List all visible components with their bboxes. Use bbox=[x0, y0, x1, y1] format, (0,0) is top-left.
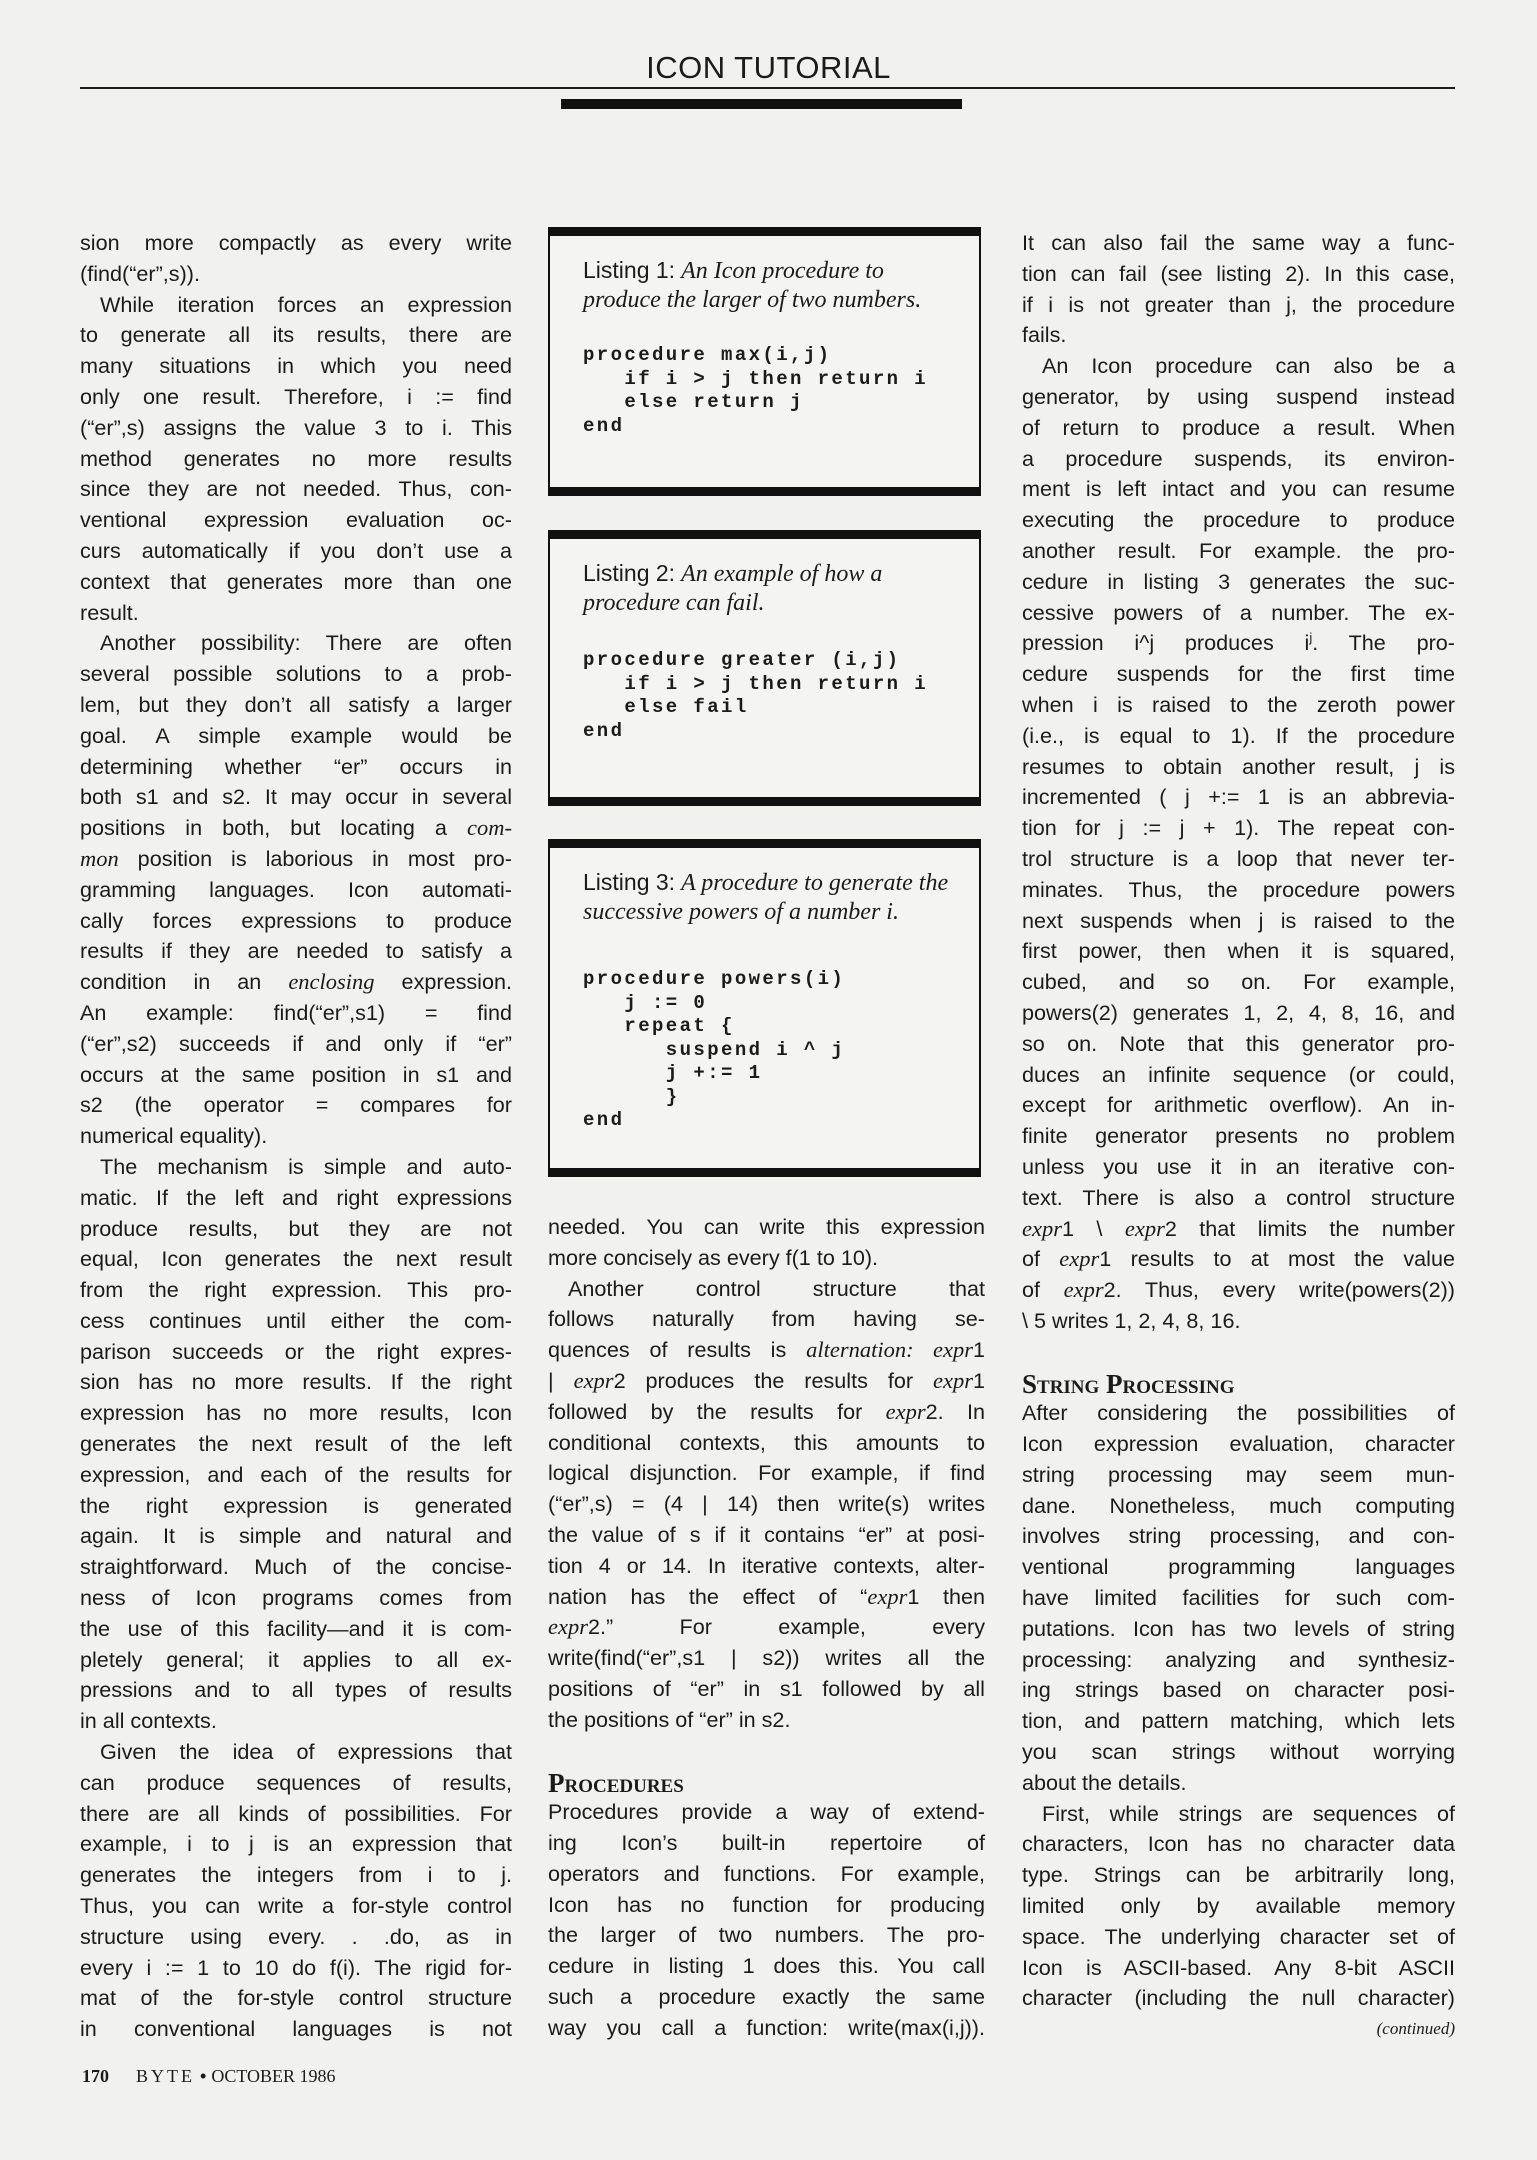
text-line: Icon is ASCII-based. Any 8-bit ASCII bbox=[1022, 1954, 1455, 1980]
column-middle bbox=[548, 1212, 985, 2044]
page-number: 170 bbox=[82, 2066, 109, 2086]
text-line: of return to produce a result. When bbox=[1022, 414, 1455, 440]
listing-3-box bbox=[548, 839, 981, 1177]
text-run: \ 5 writes 1, 2, 4, 8, 16. bbox=[1022, 1307, 1241, 1333]
column-left bbox=[80, 228, 512, 2045]
italic-run: mon bbox=[80, 845, 119, 871]
text-line: generator, by using suspend instead bbox=[1022, 383, 1455, 409]
text-line bbox=[1022, 628, 1455, 659]
blank-line bbox=[1022, 1337, 1455, 1368]
text-line: gramming languages. Icon automati- bbox=[80, 876, 512, 902]
text-line: context that generates more than one bbox=[80, 568, 512, 594]
text-line bbox=[80, 813, 512, 844]
superscript: j bbox=[1309, 630, 1313, 646]
text-line: write(find(“er”,s1 | s2)) writes all the bbox=[548, 1645, 985, 1671]
text-line: generates the next result of the left bbox=[80, 1431, 512, 1457]
text-line: ventional programming languages bbox=[1022, 1554, 1455, 1580]
issue-date: OCTOBER 1986 bbox=[211, 2066, 336, 2086]
section-heading: String Processing bbox=[1022, 1369, 1235, 1400]
listing-label: Listing 1: bbox=[583, 257, 676, 283]
text-line bbox=[80, 628, 512, 659]
text-line: (“er”,s) assigns the value 3 to i. This bbox=[80, 414, 512, 440]
text-line bbox=[80, 844, 512, 875]
italic-run: expr bbox=[1022, 1215, 1062, 1241]
text-line: again. It is simple and natural and bbox=[80, 1523, 512, 1549]
code-line: if i > j then return i bbox=[583, 672, 929, 695]
text-line: if i is not greater than j, the procedure bbox=[1022, 291, 1455, 317]
text-line bbox=[548, 1397, 985, 1428]
text-line: character (including the null character) bbox=[1022, 1985, 1455, 2011]
text-line: limited only by available memory bbox=[1022, 1893, 1455, 1919]
text-line: (“er”,s) = (4 | 14) then write(s) writes bbox=[548, 1491, 985, 1517]
text-run: The mechanism is simple and auto- bbox=[100, 1153, 512, 1179]
text-line bbox=[80, 259, 512, 290]
text-line bbox=[1022, 1799, 1455, 1830]
text-line: executing the procedure to produce bbox=[1022, 507, 1455, 533]
text-run: | bbox=[548, 1367, 574, 1393]
text-line: trol structure is a loop that never ter- bbox=[1022, 845, 1455, 871]
listing-caption bbox=[583, 559, 963, 618]
blank-line bbox=[548, 1736, 985, 1767]
code-line: j := 0 bbox=[583, 991, 708, 1014]
text-line: determining whether “er” occurs in bbox=[80, 753, 512, 779]
code-line: if i > j then return i bbox=[583, 367, 929, 390]
italic-run: expr bbox=[1063, 1277, 1104, 1303]
text-run: 2.” For example, every bbox=[587, 1614, 985, 1640]
text-run: 1 \ bbox=[1061, 1215, 1125, 1241]
text-line: mat of the for-style control structure bbox=[80, 1985, 512, 2011]
header-bar bbox=[561, 99, 962, 109]
text-line: Icon expression evaluation, character bbox=[1022, 1431, 1455, 1457]
text-line: s2 (the operator = compares for bbox=[80, 1092, 512, 1118]
text-run: of bbox=[1022, 1277, 1064, 1303]
text-line: (“er”,s2) succeeds if and only if “er” bbox=[80, 1030, 512, 1056]
text-line: minates. Thus, the procedure powers bbox=[1022, 876, 1455, 902]
text-line: so on. Note that this generator pro- bbox=[1022, 1030, 1455, 1056]
text-run: Another possibility: There are often bbox=[100, 630, 512, 656]
text-run: result. bbox=[80, 599, 139, 625]
text-line: operators and functions. For example, bbox=[548, 1860, 985, 1886]
text-line: duces an infinite sequence (or could, bbox=[1022, 1061, 1455, 1087]
text-line: way you call a function: write(max(i,j)). bbox=[548, 2014, 985, 2040]
text-line: generates the integers from i to j. bbox=[80, 1862, 512, 1888]
text-line: cedure in listing 3 generates the suc- bbox=[1022, 568, 1455, 594]
text-line bbox=[80, 1706, 512, 1737]
text-line: logical disjunction. For example, if find bbox=[548, 1460, 985, 1486]
code-line: procedure greater (i,j) bbox=[583, 649, 901, 671]
text-line: when i is raised to the zeroth power bbox=[1022, 691, 1455, 717]
code-line: procedure max(i,j) bbox=[583, 344, 832, 366]
text-line: both s1 and s2. It may occur in several bbox=[80, 784, 512, 810]
italic-run: expr bbox=[548, 1614, 588, 1640]
text-line: the right expression is generated bbox=[80, 1492, 512, 1518]
text-line bbox=[80, 598, 512, 629]
text-line: involves string processing, and con- bbox=[1022, 1523, 1455, 1549]
text-run: An Icon procedure can also be a bbox=[1042, 353, 1455, 379]
listing-2-box bbox=[548, 530, 981, 806]
text-run: condition in an bbox=[80, 969, 289, 995]
text-run: pression i^j produces i bbox=[1022, 630, 1310, 656]
italic-run: expr bbox=[1059, 1246, 1100, 1272]
text-run: (find(“er”,s)). bbox=[80, 260, 200, 286]
text-line: curs automatically if you don’t use a bbox=[80, 537, 512, 563]
text-line: equal, Icon generates the next result bbox=[80, 1246, 512, 1272]
text-line bbox=[1022, 1275, 1455, 1306]
text-line: cessive powers of a number. The ex- bbox=[1022, 599, 1455, 625]
text-line: the value of s if it contains “er” at posi- bbox=[548, 1521, 985, 1547]
text-run: of bbox=[1022, 1246, 1060, 1272]
italic-run: com- bbox=[467, 815, 512, 841]
text-line bbox=[80, 1737, 512, 1768]
text-line: cess continues until either the com- bbox=[80, 1307, 512, 1333]
text-run: Given the idea of expressions that bbox=[100, 1739, 512, 1765]
text-line: positions of “er” in s1 followed by all bbox=[548, 1675, 985, 1701]
text-line: needed. You can write this expression bbox=[548, 1214, 985, 1239]
text-line: tion, and pattern matching, which lets bbox=[1022, 1708, 1455, 1734]
text-run: position is laborious in most pro- bbox=[118, 845, 512, 871]
text-line: such a procedure exactly the same bbox=[548, 1983, 985, 2009]
text-line: method generates no more results bbox=[80, 445, 512, 471]
code-line: procedure powers(i) bbox=[583, 968, 846, 990]
text-line: tion 4 or 14. In iterative contexts, alter- bbox=[548, 1552, 985, 1578]
text-line: ness of Icon programs comes from bbox=[80, 1585, 512, 1611]
text-line: type. Strings can be arbitrarily long, bbox=[1022, 1862, 1455, 1888]
text-line: resumes to obtain another result, j is bbox=[1022, 753, 1455, 779]
italic-run: expr bbox=[885, 1398, 926, 1424]
text-line bbox=[1022, 1214, 1455, 1245]
italic-run: expr bbox=[573, 1367, 614, 1393]
text-line: since they are not needed. Thus, con- bbox=[80, 476, 512, 502]
text-line bbox=[548, 1243, 985, 1274]
text-line: ment is left intact and you can resume bbox=[1022, 476, 1455, 502]
text-line: ing Icon’s built-in repertoire of bbox=[548, 1829, 985, 1855]
text-run: quences of results is bbox=[548, 1337, 807, 1363]
text-line: powers(2) generates 1, 2, 4, 8, 16, and bbox=[1022, 999, 1455, 1025]
text-line: produce results, but they are not bbox=[80, 1215, 512, 1241]
text-run: about the details. bbox=[1022, 1769, 1187, 1795]
text-line bbox=[548, 1274, 985, 1305]
code-line: else fail bbox=[583, 696, 749, 718]
text-line bbox=[80, 1121, 512, 1152]
text-line: pressions and to all types of results bbox=[80, 1677, 512, 1703]
text-run: First, while strings are sequences of bbox=[1042, 1800, 1455, 1826]
text-line: conditional contexts, this amounts to bbox=[548, 1429, 985, 1455]
text-line bbox=[1022, 1244, 1455, 1275]
text-run: more concisely as every f(1 to 10). bbox=[548, 1244, 879, 1270]
code-line: end bbox=[583, 1109, 625, 1131]
italic-run: enclosing bbox=[288, 969, 375, 995]
text-run: positions in both, but locating a bbox=[80, 815, 468, 841]
code-line: end bbox=[583, 719, 625, 742]
text-run: 1 then bbox=[907, 1583, 985, 1609]
text-line bbox=[548, 1366, 985, 1397]
footer-separator: • bbox=[200, 2066, 207, 2086]
code-line: repeat { bbox=[583, 1015, 735, 1037]
text-line: can produce sequences of results, bbox=[80, 1769, 512, 1795]
text-line: results if they are needed to satisfy a bbox=[80, 938, 512, 964]
text-run: the positions of “er” in s2. bbox=[548, 1706, 791, 1732]
header-rule bbox=[80, 87, 1455, 89]
section-heading: Procedures bbox=[548, 1768, 684, 1799]
continued-note: (continued) bbox=[1376, 2019, 1455, 2039]
page-footer bbox=[82, 2066, 336, 2087]
text-line: ing strings based on character posi- bbox=[1022, 1677, 1455, 1703]
code-line: end bbox=[583, 414, 625, 437]
italic-run: expr bbox=[933, 1367, 973, 1393]
text-line bbox=[1022, 320, 1455, 351]
text-line: sion has no more results. If the right bbox=[80, 1369, 512, 1395]
running-head: ICON TUTORIAL bbox=[646, 50, 891, 85]
text-run: 2 produces the results for bbox=[613, 1367, 933, 1393]
listing-label: Listing 3: bbox=[583, 869, 676, 895]
text-run: 2. In bbox=[925, 1398, 985, 1424]
text-line: goal. A simple example would be bbox=[80, 722, 512, 748]
text-line bbox=[548, 1582, 985, 1613]
column-right bbox=[1022, 228, 1455, 2045]
text-line: except for arithmetic overflow). An in- bbox=[1022, 1092, 1455, 1118]
text-line bbox=[548, 1335, 985, 1366]
text-line: first power, then when it is squared, bbox=[1022, 938, 1455, 964]
text-line: straightforward. Much of the concise- bbox=[80, 1554, 512, 1580]
text-line: cedure suspends for the first time bbox=[1022, 661, 1455, 687]
text-run: numerical equality). bbox=[80, 1123, 268, 1149]
text-line: a procedure suspends, its environ- bbox=[1022, 445, 1455, 471]
text-run: 1 bbox=[972, 1337, 985, 1363]
text-line: Procedures provide a way of extend- bbox=[548, 1799, 985, 1825]
text-line: follows naturally from having se- bbox=[548, 1306, 985, 1332]
text-line: sion more compactly as every write bbox=[80, 230, 512, 255]
text-line: An example: find(“er”,s1) = find bbox=[80, 999, 512, 1025]
text-line: cubed, and so on. For example, bbox=[1022, 969, 1455, 995]
text-line: lem, but they don’t all satisfy a larger bbox=[80, 691, 512, 717]
text-line: the larger of two numbers. The pro- bbox=[548, 1922, 985, 1948]
text-run: 2 that limits the number bbox=[1164, 1215, 1455, 1241]
text-line bbox=[548, 1705, 985, 1736]
text-line: incremented ( j +:= 1 is an abbrevia- bbox=[1022, 784, 1455, 810]
text-line: putations. Icon has two levels of string bbox=[1022, 1615, 1455, 1641]
text-line bbox=[1022, 351, 1455, 382]
code-line: } bbox=[583, 1085, 680, 1108]
text-line: pletely general; it applies to all ex- bbox=[80, 1646, 512, 1672]
text-line: several possible solutions to a prob- bbox=[80, 661, 512, 687]
text-run: in all contexts. bbox=[80, 1708, 217, 1734]
italic-run: alternation: expr bbox=[806, 1337, 973, 1363]
listing-caption-text: An Icon procedure to produce the larger of two numbers. bbox=[583, 258, 922, 313]
text-line: cedure in listing 1 does this. You call bbox=[548, 1953, 985, 1979]
text-line: string processing may seem mun- bbox=[1022, 1461, 1455, 1487]
text-run: While iteration forces an expression bbox=[100, 291, 512, 317]
text-line: you scan strings without worrying bbox=[1022, 1739, 1455, 1765]
text-line: another result. For example. the pro- bbox=[1022, 537, 1455, 563]
text-run: expression. bbox=[374, 969, 512, 995]
listing-code bbox=[583, 968, 845, 1133]
text-line: It can also fail the same way a func- bbox=[1022, 230, 1455, 255]
text-line: matic. If the left and right expressions bbox=[80, 1184, 512, 1210]
italic-run: expr bbox=[867, 1583, 908, 1609]
listing-1-box bbox=[548, 227, 981, 496]
code-line: j +:= 1 bbox=[583, 1062, 763, 1084]
listing-caption-text: A procedure to generate the successive powers of a number i. bbox=[583, 870, 949, 925]
text-line bbox=[1022, 1306, 1455, 1337]
text-line bbox=[1022, 1768, 1455, 1799]
text-line bbox=[80, 290, 512, 321]
text-line bbox=[80, 1152, 512, 1183]
text-line: text. There is also a control structure bbox=[1022, 1184, 1455, 1210]
text-line: to generate all its results, there are bbox=[80, 322, 512, 348]
text-line: cally forces expressions to produce bbox=[80, 907, 512, 933]
listing-caption-text: An example of how a procedure can fail. bbox=[583, 561, 883, 616]
text-run: fails. bbox=[1022, 322, 1067, 348]
code-line: suspend i ^ j bbox=[583, 1038, 846, 1061]
text-line: have limited facilities for such com- bbox=[1022, 1585, 1455, 1611]
text-run: 2. Thus, every write(powers(2)) bbox=[1103, 1277, 1456, 1303]
text-line: ventional expression evaluation oc- bbox=[80, 507, 512, 533]
text-line: tion can fail (see listing 2). In this case, bbox=[1022, 260, 1455, 286]
italic-run: expr bbox=[1124, 1215, 1165, 1241]
text-line bbox=[80, 967, 512, 998]
text-line: example, i to j is an expression that bbox=[80, 1831, 512, 1857]
text-line: characters, Icon has no character data bbox=[1022, 1831, 1455, 1857]
text-line: from the right expression. This pro- bbox=[80, 1277, 512, 1303]
text-line: tion for j := j + 1). The repeat con- bbox=[1022, 815, 1455, 841]
listing-code bbox=[583, 344, 928, 438]
listing-caption bbox=[583, 256, 963, 315]
text-line: After considering the possibilities of bbox=[1022, 1400, 1455, 1426]
text-line: space. The underlying character set of bbox=[1022, 1923, 1455, 1949]
text-line: dane. Nonetheless, much computing bbox=[1022, 1492, 1455, 1518]
text-line: expression has no more results, Icon bbox=[80, 1400, 512, 1426]
text-line: occurs at the same position in s1 and bbox=[80, 1061, 512, 1087]
text-line: many situations in which you need bbox=[80, 353, 512, 379]
text-line: Thus, you can write a for-style control bbox=[80, 1893, 512, 1919]
code-line: else return j bbox=[583, 391, 804, 413]
text-line: expression, and each of the results for bbox=[80, 1461, 512, 1487]
text-line: next suspends when j is raised to the bbox=[1022, 907, 1455, 933]
text-line: structure using every. . .do, as in bbox=[80, 1923, 512, 1949]
listing-code bbox=[583, 649, 928, 743]
text-line: parison succeeds or the right expres- bbox=[80, 1338, 512, 1364]
text-run: Another control structure that bbox=[568, 1275, 985, 1301]
text-run: nation has the effect of “ bbox=[548, 1583, 868, 1609]
text-line: the use of this facility—and it is com- bbox=[80, 1615, 512, 1641]
text-line: unless you use it in an iterative con- bbox=[1022, 1153, 1455, 1179]
text-run: 1 results to at most the value bbox=[1099, 1246, 1456, 1272]
text-run: . The pro- bbox=[1312, 630, 1455, 656]
text-line: there are all kinds of possibilities. For bbox=[80, 1800, 512, 1826]
text-line: processing: analyzing and synthesiz- bbox=[1022, 1646, 1455, 1672]
listing-caption bbox=[583, 868, 963, 927]
text-run: 1 bbox=[972, 1367, 985, 1393]
text-line: every i := 1 to 10 do f(i). The rigid for- bbox=[80, 1954, 512, 1980]
text-line: Icon has no function for producing bbox=[548, 1891, 985, 1917]
text-line: (i.e., is equal to 1). If the procedure bbox=[1022, 722, 1455, 748]
text-line: in conventional languages is not bbox=[80, 2016, 512, 2042]
text-line: only one result. Therefore, i := find bbox=[80, 383, 512, 409]
magazine-name: BYTE bbox=[136, 2066, 196, 2086]
text-line: finite generator presents no problem bbox=[1022, 1123, 1455, 1149]
text-line bbox=[548, 1612, 985, 1643]
listing-label: Listing 2: bbox=[583, 560, 676, 586]
text-run: followed by the results for bbox=[548, 1398, 886, 1424]
